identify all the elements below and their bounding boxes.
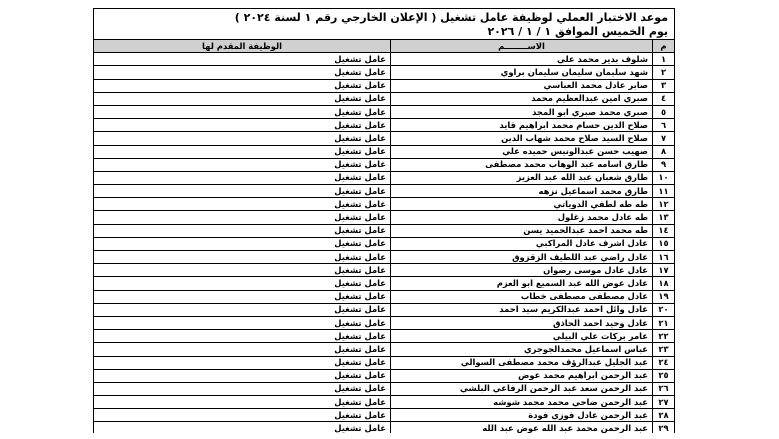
- table-row: [94, 303, 675, 316]
- row-job-cell: عامل تشغيل: [94, 53, 391, 66]
- row-job-cell: عامل تشغيل: [94, 66, 391, 79]
- row-number-cell: ١٣: [653, 211, 675, 224]
- row-name-cell: عباس اسماعيل محمدالجوجري: [391, 343, 653, 356]
- row-job-cell: عامل تشغيل: [94, 185, 391, 198]
- table-row: [94, 66, 675, 79]
- table-row: [94, 185, 675, 198]
- table-row: [94, 224, 675, 237]
- row-job-cell: عامل تشغيل: [94, 211, 391, 224]
- table-row: [94, 211, 675, 224]
- row-job-cell: عامل تشغيل: [94, 264, 391, 277]
- row-number-cell: ١: [653, 53, 675, 66]
- row-number-cell: ٨: [653, 145, 675, 158]
- table-row: [94, 277, 675, 290]
- title-line-1: موعد الاختبار العملي لوظيفة عامل تشغيل ( الإعلان الخارجي رقم ١ لسنة ٢٠٢٤ ): [234, 11, 668, 24]
- row-number-cell: ٢٠: [653, 303, 675, 316]
- table-row: [94, 53, 675, 66]
- row-number-cell: ١٩: [653, 290, 675, 303]
- row-number-cell: ٩: [653, 158, 675, 171]
- table-row: [94, 79, 675, 92]
- row-job-cell: عامل تشغيل: [94, 198, 391, 211]
- row-number-cell: ٦: [653, 119, 675, 132]
- row-job-cell: عامل تشغيل: [94, 330, 391, 343]
- row-name-cell: عبد الرحمن ابراهيم محمد عوض: [391, 369, 653, 382]
- row-job-cell: عامل تشغيل: [94, 251, 391, 264]
- row-name-cell: صبري امين عبدالعظيم محمد: [391, 92, 653, 105]
- row-number-cell: ١٠: [653, 171, 675, 184]
- row-name-cell: صبري محمد صبري ابو المجد: [391, 105, 653, 118]
- table-row: [94, 330, 675, 343]
- table-row: [94, 105, 675, 118]
- row-job-cell: عامل تشغيل: [94, 224, 391, 237]
- table-row: [94, 382, 675, 395]
- table-row: [94, 92, 675, 105]
- row-job-cell: عامل تشغيل: [94, 409, 391, 422]
- table-row: [94, 251, 675, 264]
- table-row: [94, 343, 675, 356]
- row-name-cell: عادل عادل موسى رضوان: [391, 264, 653, 277]
- row-number-cell: ٧: [653, 132, 675, 145]
- row-name-cell: عادل عوض الله عبد السميع ابو العزم: [391, 277, 653, 290]
- row-number-cell: ٢٢: [653, 330, 675, 343]
- row-job-cell: عامل تشغيل: [94, 132, 391, 145]
- row-job-cell: عامل تشغيل: [94, 369, 391, 382]
- row-name-cell: طارق محمد اسماعيل نزهه: [391, 185, 653, 198]
- row-number-cell: ٢٧: [653, 396, 675, 409]
- row-job-cell: عامل تشغيل: [94, 303, 391, 316]
- row-name-cell: عامر بركات علي البيلي: [391, 330, 653, 343]
- table-row: [94, 264, 675, 277]
- row-name-cell: عادل مصطفى مصطفى خطاب: [391, 290, 653, 303]
- row-job-cell: عامل تشغيل: [94, 422, 391, 433]
- table-row: [94, 409, 675, 422]
- row-name-cell: طه عادل محمد زغلول: [391, 211, 653, 224]
- candidates-table: [93, 39, 675, 433]
- table-row: [94, 369, 675, 382]
- row-number-cell: ٢٨: [653, 409, 675, 422]
- row-number-cell: ٢٩: [653, 422, 675, 433]
- row-job-cell: عامل تشغيل: [94, 356, 391, 369]
- table-row: [94, 171, 675, 184]
- row-job-cell: عامل تشغيل: [94, 343, 391, 356]
- row-name-cell: عبد الجليل عبدالرؤف محمد مصطفى السوالي: [391, 356, 653, 369]
- row-number-cell: ١٥: [653, 237, 675, 250]
- row-name-cell: شلوف بدير محمد علي: [391, 53, 653, 66]
- title-box: [93, 8, 675, 39]
- row-job-cell: عامل تشغيل: [94, 171, 391, 184]
- row-name-cell: عبد الرحمن ضاحي محمد محمد شوشه: [391, 396, 653, 409]
- row-job-cell: عامل تشغيل: [94, 290, 391, 303]
- row-number-cell: ٢٥: [653, 369, 675, 382]
- document-sheet: [93, 8, 675, 433]
- row-number-cell: ٣: [653, 79, 675, 92]
- row-number-cell: ٢٦: [653, 382, 675, 395]
- row-job-cell: عامل تشغيل: [94, 158, 391, 171]
- row-number-cell: ١٢: [653, 198, 675, 211]
- row-job-cell: عامل تشغيل: [94, 277, 391, 290]
- table-row: [94, 396, 675, 409]
- table-row: [94, 119, 675, 132]
- row-name-cell: صهيب حسن عبدالونيس حميده علي: [391, 145, 653, 158]
- table-body: [94, 53, 675, 433]
- row-job-cell: عامل تشغيل: [94, 79, 391, 92]
- row-name-cell: عادل وائل احمد عبدالكريم سيد احمد: [391, 303, 653, 316]
- column-header-name: الاســــــــم: [391, 40, 653, 53]
- table-row: [94, 132, 675, 145]
- row-name-cell: عادل اشرف عادل المراكبي: [391, 237, 653, 250]
- row-number-cell: ١٨: [653, 277, 675, 290]
- row-name-cell: صلاح السيد صلاح محمد شهاب الدين: [391, 132, 653, 145]
- row-job-cell: عامل تشغيل: [94, 382, 391, 395]
- row-name-cell: طارق شعبان عبد الله عبد العزيز: [391, 171, 653, 184]
- row-number-cell: ٥: [653, 105, 675, 118]
- row-job-cell: عامل تشغيل: [94, 396, 391, 409]
- column-header-num: م: [653, 40, 675, 53]
- row-name-cell: عادل وحيد احمد الحاذق: [391, 316, 653, 329]
- row-name-cell: عادل راضي عبد اللطيف الزقزوق: [391, 251, 653, 264]
- row-number-cell: ١١: [653, 185, 675, 198]
- column-header-job: الوظيفة المقدم لها: [94, 40, 391, 53]
- table-row: [94, 356, 675, 369]
- row-name-cell: شهد سليمان سليمان سليمان براوي: [391, 66, 653, 79]
- table-row: [94, 145, 675, 158]
- row-number-cell: ٤: [653, 92, 675, 105]
- row-name-cell: صلاح الدين حسام محمد ابراهيم قايد: [391, 119, 653, 132]
- row-job-cell: عامل تشغيل: [94, 316, 391, 329]
- table-row: [94, 237, 675, 250]
- row-job-cell: عامل تشغيل: [94, 105, 391, 118]
- row-number-cell: ٢٤: [653, 356, 675, 369]
- row-number-cell: ١٧: [653, 264, 675, 277]
- row-name-cell: عبد الرحمن محمد عبد الله عوض عبد الله: [391, 422, 653, 433]
- row-name-cell: صابر عادل محمد العباسي: [391, 79, 653, 92]
- title-line-2: يوم الخميس الموافق ١ / ١ / ٢٠٢٦: [487, 24, 668, 38]
- table-row: [94, 158, 675, 171]
- table-header-row: [94, 40, 675, 53]
- row-name-cell: عبد الرحمن سعد عبد الرحمن الرفاعي البلشي: [391, 382, 653, 395]
- row-job-cell: عامل تشغيل: [94, 119, 391, 132]
- table-row: [94, 422, 675, 433]
- row-number-cell: ١٦: [653, 251, 675, 264]
- row-job-cell: عامل تشغيل: [94, 92, 391, 105]
- row-job-cell: عامل تشغيل: [94, 237, 391, 250]
- row-number-cell: ٢: [653, 66, 675, 79]
- row-name-cell: طه طه لطفي الدوياتي: [391, 198, 653, 211]
- row-name-cell: طه محمد احمد عبدالحميد يسن: [391, 224, 653, 237]
- row-number-cell: ١٤: [653, 224, 675, 237]
- table-row: [94, 198, 675, 211]
- row-name-cell: عبد الرحمن عادل فوزي فودة: [391, 409, 653, 422]
- table-row: [94, 316, 675, 329]
- table-row: [94, 290, 675, 303]
- row-number-cell: ٢١: [653, 316, 675, 329]
- row-name-cell: طارق اسامه عبد الوهاب محمد مصطفى: [391, 158, 653, 171]
- row-job-cell: عامل تشغيل: [94, 145, 391, 158]
- row-number-cell: ٢٣: [653, 343, 675, 356]
